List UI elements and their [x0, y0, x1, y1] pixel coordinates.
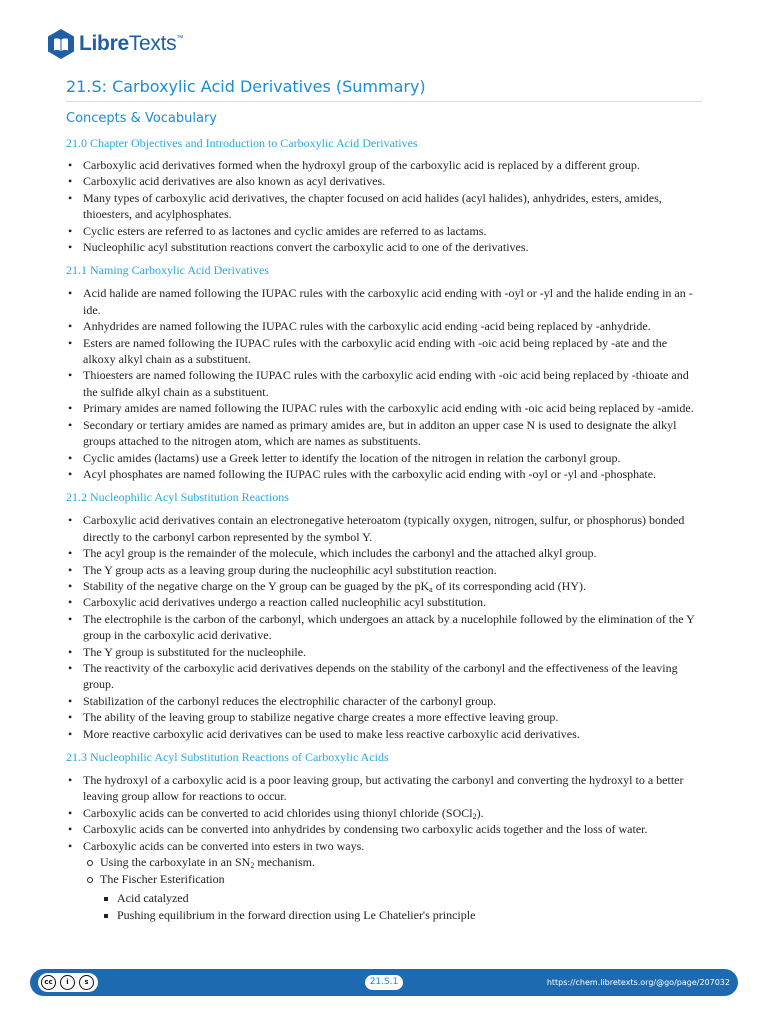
list-item: • Carboxylic acid derivatives formed when the hydroxyl group of the carboxylic acid is replaced by a different group.	[66, 157, 702, 173]
sub-sub-bullet-list	[66, 890, 702, 924]
list-item	[66, 578, 702, 594]
list-item: • Cyclic esters are referred to as lactones and cyclic amides are referred to as lactams.	[66, 223, 702, 239]
logo-text	[79, 32, 176, 56]
page-footer	[30, 969, 738, 996]
bullet-list	[66, 772, 702, 854]
page-title: 21.S: Carboxylic Acid Derivatives (Summary)	[66, 77, 426, 96]
list-item: • Carboxylic acids can be converted into anhydrides by condensing two carboxylic acids together and the loss of water.	[66, 821, 702, 837]
list-item: • Esters are named following the IUPAC rules with the carboxylic acid ending with -oic acid being replaced by -ate and the alkoxy alkyl chain as a substituent.	[66, 335, 702, 368]
section-title: Concepts & Vocabulary	[66, 111, 217, 126]
list-item-text: Using the carboxylate in an SN	[100, 855, 251, 870]
libretexts-hexagon-icon	[47, 28, 75, 60]
list-item: • Acyl phosphates are named following the IUPAC rules with the carboxylic acid ending with -oyl or -yl and -phosphate.	[66, 466, 702, 482]
bullet-list	[66, 512, 702, 742]
list-item: • Secondary or tertiary amides are named as primary amides are, but in additon an upper case N is used to designate the alkyl groups attached to the nitrogen atom, which are names as substituents.	[66, 417, 702, 450]
subsection-heading[interactable]: 21.1 Naming Carboxylic Acid Derivatives	[66, 263, 269, 278]
list-item: • Stabilization of the carbonyl reduces the electrophilic character of the carbonyl group.	[66, 693, 702, 709]
list-item: • Nucleophilic acyl substitution reactions convert the carboxylic acid to one of the derivatives.	[66, 239, 702, 255]
attribution-icon: i	[60, 975, 75, 990]
subsection-heading[interactable]: 21.2 Nucleophilic Acyl Substitution Reactions	[66, 490, 289, 505]
logo-text-bold: Libre	[79, 32, 129, 55]
subsection-heading[interactable]: 21.0 Chapter Objectives and Introduction to Carboxylic Acid Derivatives	[66, 136, 418, 150]
list-subsubitem: Pushing equilibrium in the forward direction using Le Chatelier's principle	[66, 907, 702, 924]
list-item: • The reactivity of the carboxylic acid derivatives depends on the stability of the carbonyl and the effectiveness of the leaving group.	[66, 660, 702, 693]
list-item	[66, 805, 702, 821]
libretexts-logo[interactable]	[47, 27, 183, 61]
subscript: 2	[250, 861, 255, 871]
logo-text-regular: Texts	[128, 32, 177, 55]
list-item: • The Y group acts as a leaving group during the nucleophilic acyl substitution reaction.	[66, 562, 702, 578]
list-item: • The hydroxyl of a carboxylic acid is a poor leaving group, but activating the carbonyl and converting the hydroxyl to a better leaving group allow for reactions to occur.	[66, 772, 702, 805]
sub-bullet-list	[66, 854, 702, 888]
list-item: • The acyl group is the remainder of the molecule, which includes the carbonyl and the attached alkyl group.	[66, 545, 702, 561]
summary-content	[66, 134, 702, 924]
list-item-text: Carboxylic acids can be converted to acid chlorides using thionyl chloride (SOCl	[83, 805, 473, 820]
list-item: • Anhydrides are named following the IUPAC rules with the carboxylic acid ending -acid being replaced by -anhydride.	[66, 318, 702, 334]
list-item: • Thioesters are named following the IUPAC rules with the carboxylic acid ending with -oic acid being replaced by -thioate and the sulfide alkyl chain as a substituent.	[66, 367, 702, 400]
list-item: • Carboxylic acid derivatives are also known as acyl derivatives.	[66, 173, 702, 189]
share-alike-icon: s	[79, 975, 94, 990]
subscript: 2	[472, 811, 477, 821]
page-number: 21.S.1	[365, 975, 403, 990]
bullet-list	[66, 157, 702, 255]
bullet-list	[66, 285, 702, 482]
title-divider	[66, 101, 702, 102]
list-item: • Cyclic amides (lactams) use a Greek letter to identify the location of the nitrogen in relation the carbonyl group.	[66, 450, 702, 466]
list-subitem	[66, 854, 702, 871]
list-item: • The electrophile is the carbon of the carbonyl, which undergoes an attack by a nucelophile followed by the elimination of the Y group in the carboxylic acid derivative.	[66, 611, 702, 644]
cc-license-badge[interactable]	[38, 973, 98, 992]
list-item: • Primary amides are named following the IUPAC rules with the carboxylic acid ending with -oic acid being replaced by -amide.	[66, 400, 702, 416]
list-item: • More reactive carboxylic acid derivatives can be used to make less reactive carboxylic acid derivatives.	[66, 726, 702, 742]
list-item-text: of its corresponding acid (HY).	[432, 578, 586, 593]
list-item: • Acid halide are named following the IUPAC rules with the carboxylic acid ending with -oyl or -yl and the halide ending in an -ide.	[66, 285, 702, 318]
list-item: • Carboxylic acid derivatives contain an electronegative heteroatom (typically oxygen, nitrogen, sulfur, or phosphorus) bonded directly to the carbonyl carbon represented by the symbol Y.	[66, 512, 702, 545]
list-item: • Carboxylic acid derivatives undergo a reaction called nucleophilic acyl substitution.	[66, 594, 702, 610]
list-item-text: mechanism.	[254, 855, 315, 870]
list-item: • The ability of the leaving group to stabilize negative charge creates a more effective leaving group.	[66, 709, 702, 725]
creative-commons-icon: cc	[41, 975, 56, 990]
list-item: • The Y group is substituted for the nucleophile.	[66, 644, 702, 660]
list-subsubitem: Acid catalyzed	[66, 890, 702, 907]
list-item: • Carboxylic acids can be converted into esters in two ways.	[66, 838, 702, 854]
subscript: a	[429, 584, 433, 594]
list-item: • Many types of carboxylic acid derivatives, the chapter focused on acid halides (acyl halides), anhydrides, esters, amides, thioesters, and acylphosphates.	[66, 190, 702, 223]
list-item-text: ).	[476, 805, 484, 820]
list-subitem: The Fischer Esterification	[66, 871, 702, 888]
page-url-link[interactable]: https://chem.libretexts.org/@go/page/207032	[546, 978, 730, 987]
subsection-heading[interactable]: 21.3 Nucleophilic Acyl Substitution Reactions of Carboxylic Acids	[66, 750, 389, 764]
list-item-text: Stability of the negative charge on the Y group can be guaged by the pK	[83, 578, 430, 593]
logo-trademark: ™	[176, 34, 184, 42]
